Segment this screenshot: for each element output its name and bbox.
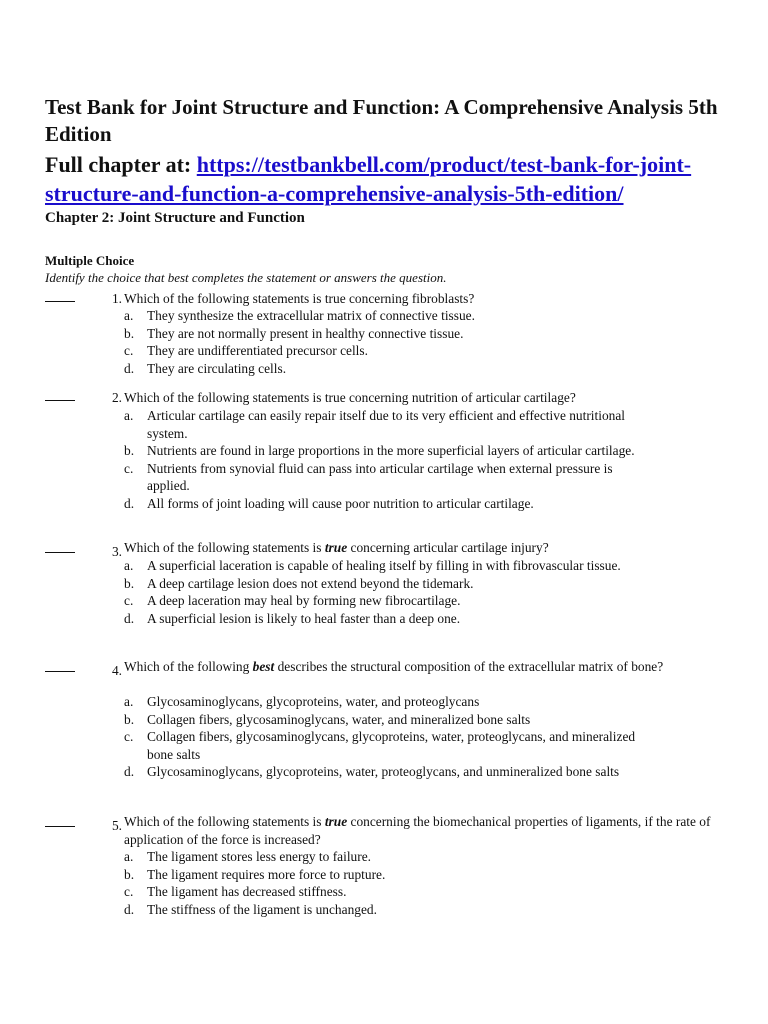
full-chapter-line [45, 150, 735, 208]
option-letter: c. [124, 593, 134, 608]
option-text: Glycosaminoglycans, glycoproteins, water, and proteoglycans [147, 694, 480, 709]
option-text: The ligament stores less energy to failure. [147, 849, 371, 864]
option-a [124, 693, 644, 711]
option-letter: b. [124, 866, 135, 882]
option-d [124, 763, 644, 781]
option-letter: a. [124, 558, 134, 573]
answer-blank [45, 301, 75, 302]
option-b [124, 575, 644, 593]
option-text: The stiffness of the ligament is unchanged. [147, 901, 377, 917]
question-text-before: Which of the following statements is [124, 540, 325, 555]
question-number: 1. [111, 291, 122, 306]
options-list [124, 557, 644, 627]
option-text: A deep laceration may heal by forming new fibrocartilage. [147, 593, 461, 608]
option-c [124, 883, 644, 901]
question-emphasis: true [324, 814, 348, 829]
option-text: The ligament requires more force to rupture. [147, 866, 386, 882]
option-text: A superficial laceration is capable of healing itself by filling in with fibrovascular tissue. [147, 558, 621, 573]
option-text: They are undifferentiated precursor cells. [147, 343, 368, 358]
question-emphasis: best [252, 659, 275, 674]
option-text: Nutrients are found in large proportions in the more superficial layers of articular cartilage. [147, 443, 635, 458]
option-letter: d. [124, 901, 135, 917]
option-text: A deep cartilage lesion does not extend beyond the tidemark. [147, 575, 474, 591]
option-letter: a. [124, 408, 134, 423]
answer-blank [45, 826, 75, 827]
question-number: 4. [111, 663, 122, 678]
option-letter: c. [124, 460, 134, 476]
question-number: 2. [111, 390, 122, 405]
question-number: 5. [111, 818, 122, 833]
option-c [124, 728, 644, 763]
option-letter: b. [124, 443, 135, 458]
chapter-heading: Chapter 2: Joint Structure and Function [45, 210, 305, 226]
question-emphasis: true [324, 540, 348, 555]
option-letter: d. [124, 495, 135, 511]
options-list [124, 848, 644, 918]
option-a [124, 848, 644, 866]
question-text [124, 813, 724, 848]
option-letter: d. [124, 764, 135, 779]
option-letter: b. [124, 711, 135, 727]
option-text: The ligament has decreased stiffness. [147, 884, 347, 899]
option-letter: c. [124, 884, 134, 899]
question-text: Which of the following statements is true concerning fibroblasts? [124, 291, 475, 306]
option-b [124, 325, 644, 343]
option-letter: b. [124, 325, 135, 341]
section-instructions: Identify the choice that best completes the statement or answers the question. [45, 270, 447, 285]
answer-blank [45, 552, 75, 553]
option-c [124, 460, 644, 495]
option-letter: b. [124, 575, 135, 591]
option-text: All forms of joint loading will cause poor nutrition to articular cartilage. [147, 495, 534, 511]
option-d [124, 495, 644, 513]
option-text: A superficial lesion is likely to heal faster than a deep one. [147, 610, 461, 626]
option-text: Glycosaminoglycans, glycoproteins, water, proteoglycans, and unmineralized bone salts [147, 764, 620, 779]
option-text: They synthesize the extracellular matrix of connective tissue. [147, 308, 475, 323]
option-d [124, 610, 644, 628]
option-text: Collagen fibers, glycosaminoglycans, water, and mineralized bone salts [147, 711, 531, 727]
question-text-after: concerning the biomechanical properties of ligaments, if the rate of application of the force is increased? [124, 814, 711, 847]
option-letter: a. [124, 849, 134, 864]
option-text: They are circulating cells. [147, 360, 287, 376]
full-chapter-label: Full chapter at: [45, 152, 197, 177]
options-list [124, 693, 644, 781]
question-text [124, 539, 724, 557]
option-d [124, 901, 644, 919]
question-text [124, 658, 724, 676]
question-number: 3. [111, 544, 122, 559]
section-heading: Multiple Choice [45, 253, 135, 268]
option-letter: d. [124, 610, 135, 626]
full-chapter-link[interactable]: https://testbankbell.com/product/test-bank-for-joint-structure-and-function-a-comprehensive-analysis-5th-edition/ [45, 152, 692, 206]
option-letter: d. [124, 360, 135, 376]
option-letter: c. [124, 729, 134, 744]
option-c [124, 342, 644, 360]
option-c [124, 592, 644, 610]
option-d [124, 360, 644, 378]
option-a [124, 407, 644, 442]
option-text: Nutrients from synovial fluid can pass into articular cartilage when external pressure is applied. [147, 460, 613, 493]
option-text: Collagen fibers, glycosaminoglycans, glycoproteins, water, proteoglycans, and mineralized bone salts [147, 729, 636, 762]
answer-blank [45, 400, 75, 401]
option-letter: c. [124, 343, 134, 358]
option-letter: a. [124, 308, 134, 323]
option-a [124, 307, 644, 325]
option-b [124, 442, 644, 460]
question-text-before: Which of the following statements is [124, 814, 325, 829]
option-a [124, 557, 644, 575]
question-text-after: concerning articular cartilage injury? [347, 540, 549, 555]
option-b [124, 711, 644, 729]
question-text: Which of the following statements is true concerning nutrition of articular cartilage? [124, 390, 576, 405]
answer-blank [45, 671, 75, 672]
question-text-after: describes the structural composition of the extracellular matrix of bone? [274, 659, 664, 674]
options-list [124, 307, 644, 377]
options-list [124, 407, 644, 512]
option-letter: a. [124, 694, 134, 709]
document-title: Test Bank for Joint Structure and Function: A Comprehensive Analysis 5th Edition [45, 95, 718, 146]
option-text: They are not normally present in healthy connective tissue. [147, 325, 464, 341]
option-text: Articular cartilage can easily repair itself due to its very efficient and effective nutritional system. [147, 408, 626, 441]
option-b [124, 866, 644, 884]
question-text-before: Which of the following [124, 659, 253, 674]
